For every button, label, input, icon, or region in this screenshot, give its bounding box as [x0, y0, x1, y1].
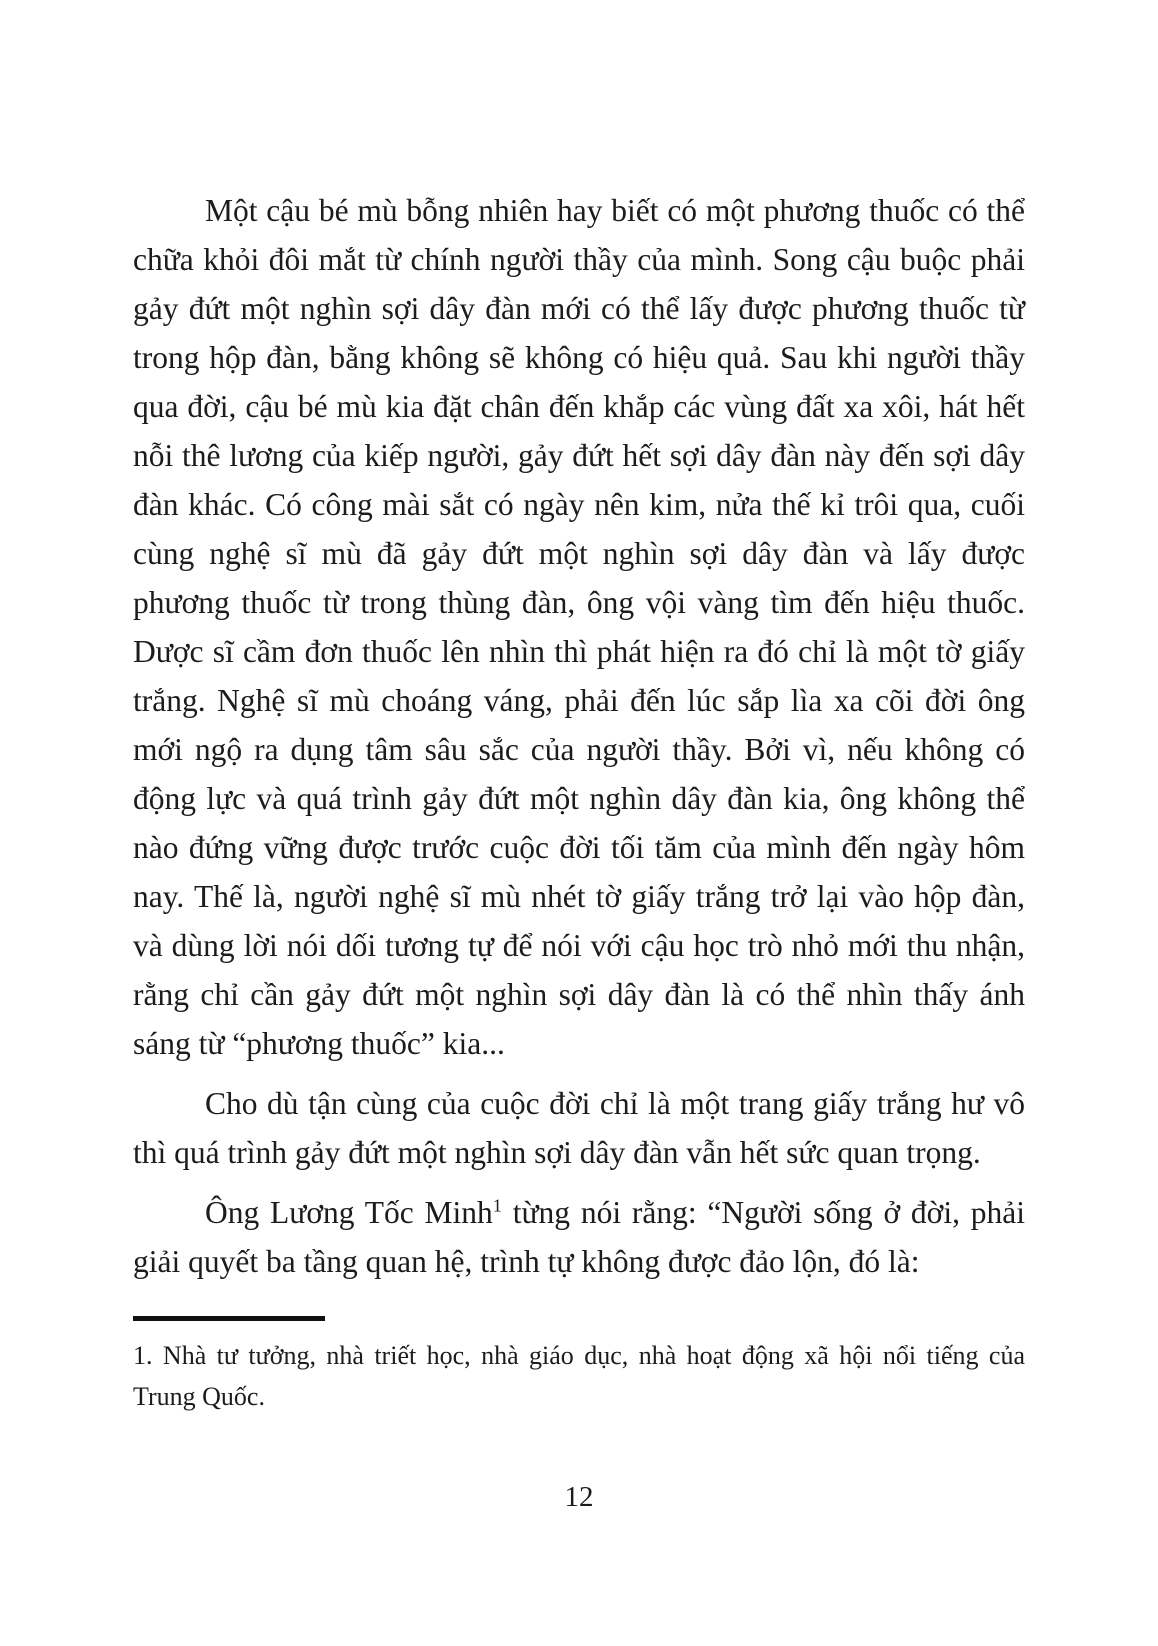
paragraph-2: Cho dù tận cùng của cuộc đời chỉ là một trang giấy trắng hư vô thì quá trình gảy đứt một nghìn sợi dây đàn vẫn hết sức quan trọng.: [133, 1086, 1025, 1170]
footnote-reference: 1: [492, 1195, 502, 1216]
body-text: [133, 186, 1025, 1286]
paragraph-3: [133, 1188, 1025, 1286]
footnote-text: 1. Nhà tư tưởng, nhà triết học, nhà giáo dục, nhà hoạt động xã hội nổi tiếng của Trung Quốc.: [133, 1341, 1025, 1411]
paragraph-3-text: Ông Lương Tốc Minh: [205, 1195, 493, 1230]
page-number: 12: [564, 1481, 594, 1513]
paragraph-3-text-after: từng nói rằng: “Người sống ở đời, phải giải quyết ba tầng quan hệ, trình tự không được đảo lộn, đó là:: [133, 1195, 1025, 1279]
footnote-area: [133, 1316, 1025, 1417]
footnote-divider: [133, 1316, 325, 1321]
paragraph-1: Một cậu bé mù bỗng nhiên hay biết có một phương thuốc có thể chữa khỏi đôi mắt từ chính người thầy của mình. Song cậu buộc phải gảy đứt một nghìn sợi dây đàn mới có thể lấy được phương thuốc từ trong hộp đàn, bằng không sẽ không có hiệu quả. Sau khi người thầy qua đời, cậu bé mù kia đặt chân đến khắp các vùng đất xa xôi, hát hết nỗi thê lương của kiếp người, gảy đứt hết sợi dây đàn này đến sợi dây đàn khác. Có công mài sắt có ngày nên kim, nửa thế kỉ trôi qua, cuối cùng nghệ sĩ mù đã gảy đứt một nghìn sợi dây đàn và lấy được phương thuốc từ trong thùng đàn, ông vội vàng tìm đến hiệu thuốc. Dược sĩ cầm đơn thuốc lên nhìn thì phát hiện ra đó chỉ là một tờ giấy trắng. Nghệ sĩ mù choáng váng, phải đến lúc sắp lìa xa cõi đời ông mới ngộ ra dụng tâm sâu sắc của người thầy. Bởi vì, nếu không có động lực và quá trình gảy đứt một nghìn dây đàn kia, ông không thể nào đứng vững được trước cuộc đời tối tăm của mình đến ngày hôm nay. Thế là, người nghệ sĩ mù nhét tờ giấy trắng trở lại vào hộp đàn, và dùng lời nói dối tương tự để nói với cậu học trò nhỏ mới thu nhận, rằng chỉ cần gảy đứt một nghìn sợi dây đàn là có thể nhìn thấy ánh sáng từ “phương thuốc” kia...: [133, 193, 1025, 1061]
